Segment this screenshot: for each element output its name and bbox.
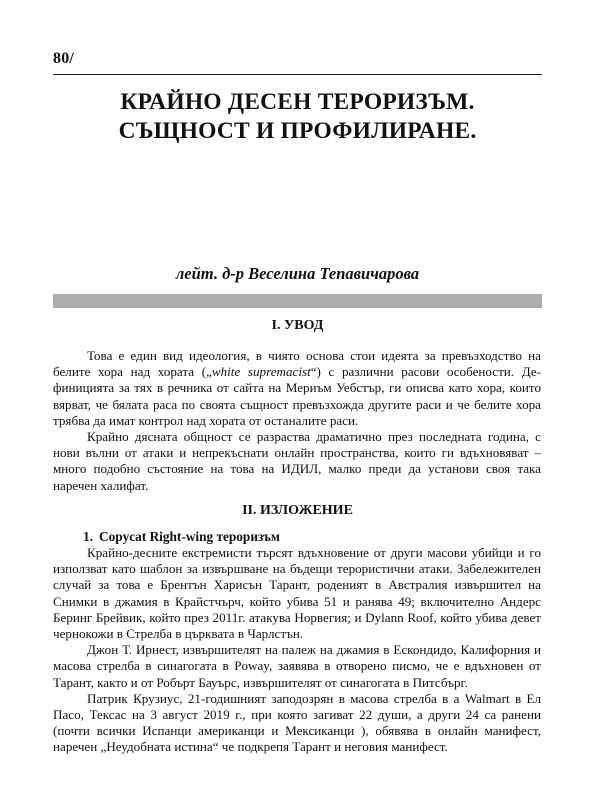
paragraph: Крайно-десните екстремисти търсят вдъхновение от други масови убийци и го използват като шаблон за извършване на бъдещи терористични атаки. Забележителен случай за това е Брентън Харисън Тарант, роденият в Австралия извършител на Снимки в джамия в Крайстчърч, който убива 51 и ранява 49; включително Андерс Беринг Брейвик, който през 2011г. атакува Норвегия; и Dylann Roof, който убива девет чернокожи в Стрелба в църквата в Чарлстън. [53,545,541,642]
title-line-2: СЪЩНОСТ И ПРОФИЛИРАНЕ. [118,118,477,144]
title-line-1: КРАЙНО ДЕСЕН ТЕРОРИЗЪМ. [120,89,475,115]
section-heading-intro: I. УВОД [271,318,324,333]
intro-body [53,348,541,494]
page-number: 80/ [53,50,75,67]
paragraph [53,348,541,429]
paragraph: Крайно дясната общност се разраства драматично през последната година, с нови вълни от атаки и непрекъснати онлайн пространства, които ги вдъхновяват – много подобно състояние на това на ИДИЛ, малко преди да установи своя така наречен халифат. [53,429,541,493]
exposition-body [53,545,541,756]
author-name: лейт. д-р Веселина Тепавичарова [175,264,420,283]
italic-term: white supremacist [211,364,311,380]
subsection-title: Copycat Right-wing тероризъм [98,529,280,544]
subsection-heading [83,529,280,545]
paragraph: Джон Т. Ирнест, извършителят на палеж на джамия в Ескондидо, Калифорния и масова стрелба в синагогата в Poway, заявява в отворено писмо, че е вдъхновен от Тарант, както и от Робърт Бауърс, извършителят от синагогата в Питсбърг. [53,642,541,690]
section-heading-exposition: II. ИЗЛОЖЕНИЕ [242,503,353,518]
header-rule [53,74,542,75]
paragraph-text: “) с различни расови особености. Дефиницията за тях в речника от сайта на Мериъм Уебстър, ги описва като хора, които вярват, че бялата раса по своята същност превъзхожда другите раси и че белите хора трябва да имат контрол над хората от останалите раси. [53,364,542,428]
article-title [53,88,542,146]
separator-bar [53,294,542,308]
paragraph-text: Това е един вид идеология, в чиято основа стои идеята за превъзходство на белите хора над хората („ [53,348,541,380]
paragraph: Патрик Крузиус, 21-годишният заподозрян в масова стрелба в а Walmart в Ел Пасо, Тексас на 3 август 2019 г., при която загиват 22 души, а други 24 са ранени (почти всички Испанци американци и Мексиканци ), обявява в онлайн манифест, наречен „Неудобната истина“ че подкрепя Тарант и неговия манифест. [53,690,541,755]
subsection-number: 1. [83,529,93,544]
